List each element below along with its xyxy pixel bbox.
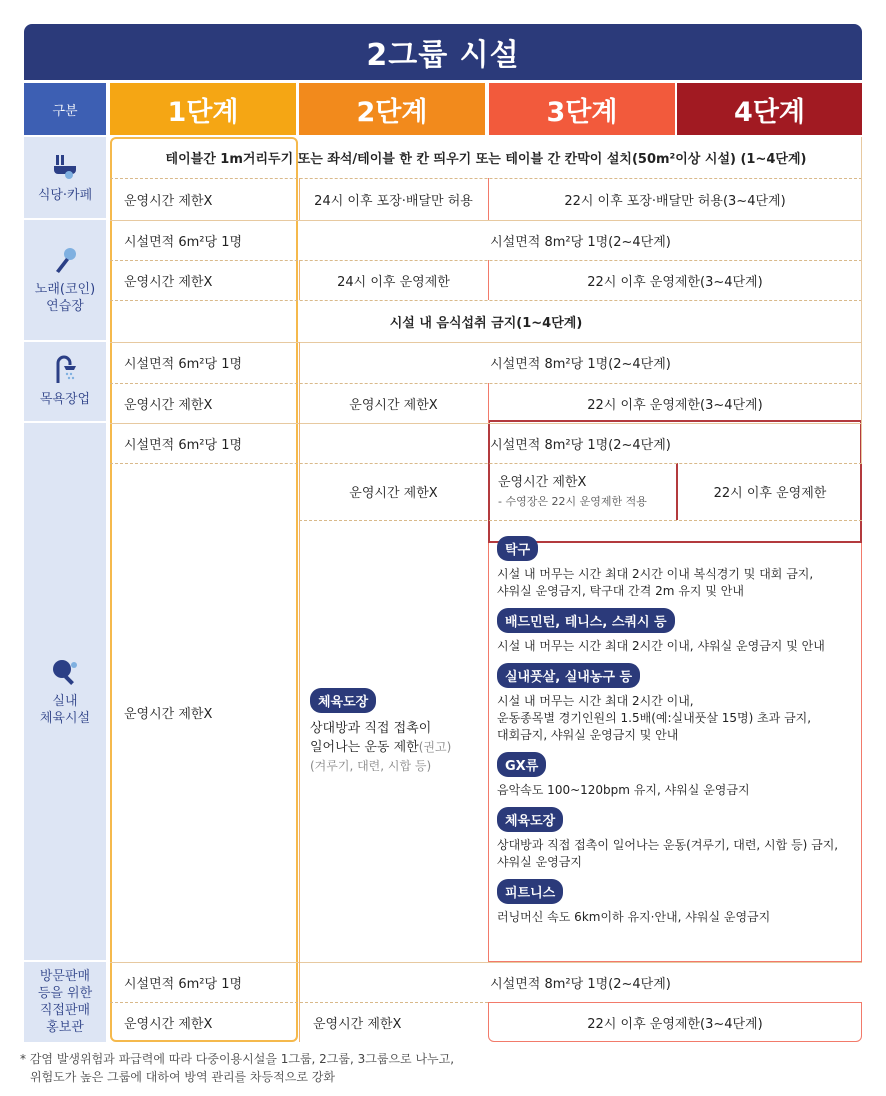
sports-item-tag: 실내풋살, 실내농구 등: [497, 663, 640, 688]
karaoke-food-ban: 시설 내 음식섭취 금지(1~4단계): [389, 315, 583, 331]
sports-item-tag: 탁구: [497, 536, 538, 561]
sports-hours-s3-text: 운영시간 제한X: [498, 475, 587, 490]
sales-hours-s34: 22시 이후 운영제한(3~4단계): [587, 1016, 763, 1032]
footnote-line1: * 감염 발생위험과 파급력에 따라 다중이용시설을 1그룹, 2그룹, 3그룹으로 나누고,: [20, 1052, 455, 1066]
category-karaoke-label: 노래(코인) 연습장: [34, 282, 96, 314]
karaoke-hours-s34: 22시 이후 운영제한(3~4단계): [587, 274, 763, 290]
sports-hours-s4: 22시 이후 운영제한: [713, 486, 827, 501]
sports-item: [497, 807, 859, 871]
sports-item: [497, 608, 859, 655]
ping-pong-icon: [50, 657, 80, 687]
sports-s2-desc-suffix: (권고): [418, 740, 452, 754]
sports-item-tag: 배드민턴, 테니스, 스쿼시 등: [497, 608, 675, 633]
bathhouse-area-s1: 시설면적 6m²당 1명: [124, 357, 243, 372]
sports-hours-s3: [498, 471, 673, 516]
sales-hours-s1: 운영시간 제한X: [124, 1016, 213, 1032]
sports-item: [497, 536, 859, 600]
sports-item-tag: GX류: [497, 752, 546, 777]
sales-area-s1: 시설면적 6m²당 1명: [124, 976, 243, 992]
page-title: 2그룹 시설: [24, 24, 862, 80]
sports-item: [497, 752, 859, 799]
sports-area-s1: 시설면적 6m²당 1명: [124, 437, 243, 453]
category-bathhouse-label: 목욕장업: [39, 392, 91, 407]
sports-area-s24: 시설면적 8m²당 1명(2~4단계): [490, 437, 671, 453]
sports-item-desc: 시설 내 머무는 시간 최대 2시간 이내, 운동종목별 경기인원의 1.5배(예:실내풋살 15명) 초과 금지, 대회금지, 샤워실 운영금지 및 안내: [497, 694, 812, 742]
karaoke-hours-s1: 운영시간 제한X: [124, 274, 213, 290]
microphone-icon: [50, 245, 80, 275]
separator: [861, 137, 862, 463]
sports-s2-tag: 체육도장: [310, 688, 376, 713]
sports-s34-items: [497, 536, 859, 926]
shower-icon: [50, 355, 80, 385]
karaoke-area-s24: 시설면적 8m²당 1명(2~4단계): [490, 234, 671, 250]
sports-s2-desc: [310, 719, 486, 757]
sports-hours-s2: 운영시간 제한X: [349, 486, 438, 501]
sports-item-tag: 체육도장: [497, 807, 563, 832]
header-category: 구분: [24, 83, 106, 135]
sports-item-desc: 음악속도 100~120bpm 유지, 샤워실 운영금지: [497, 783, 750, 797]
category-indoor-sports-label: 실내 체육시설: [39, 693, 91, 726]
sports-hours-s1: 운영시간 제한X: [124, 707, 213, 722]
sports-s2-desc-main: 상대방과 직접 접촉이 일어나는 운동 제한: [310, 721, 432, 755]
category-restaurant-label: 식당·카페: [37, 188, 93, 203]
karaoke-hours-s2: 24시 이후 운영제한: [337, 274, 450, 290]
karaoke-area-s1: 시설면적 6m²당 1명: [124, 234, 243, 250]
category-karaoke: [24, 220, 106, 342]
category-sales: [24, 962, 106, 1042]
sports-item-tag: 피트니스: [497, 879, 563, 904]
restaurant-icon: [50, 151, 80, 181]
separator: [299, 520, 862, 521]
sports-s2-desc-sub: (겨루기, 대련, 시합 등): [310, 759, 432, 773]
sports-item: [497, 879, 859, 926]
sales-area-s24: 시설면적 8m²당 1명(2~4단계): [490, 976, 671, 992]
category-indoor-sports: [24, 423, 106, 962]
bathhouse-hours-s1: 운영시간 제한X: [124, 397, 213, 413]
bathhouse-hours-s2: 운영시간 제한X: [349, 397, 438, 413]
category-sales-label: 방문판매 등을 위한 직접판매 홍보관: [37, 969, 93, 1035]
header-stage-3: 3단계: [489, 83, 675, 135]
category-bathhouse: [24, 342, 106, 423]
sales-hours-s2: 운영시간 제한X: [313, 1016, 402, 1032]
sports-hours-s3-note: - 수영장은 22시 운영제한 적용: [498, 495, 647, 508]
restaurant-hours-s1: 운영시간 제한X: [124, 193, 213, 209]
sports-item-desc: 시설 내 머무는 시간 최대 2시간 이내 복식경기 및 대회 금지, 샤워실 운영금지, 탁구대 간격 2m 유지 및 안내: [497, 567, 814, 598]
restaurant-hours-s2: 24시 이후 포장·배달만 허용: [314, 193, 473, 209]
sports-item-desc: 시설 내 머무는 시간 최대 2시간 이내, 샤워실 운영금지 및 안내: [497, 639, 825, 653]
sports-item: [497, 663, 859, 744]
header-stage-1: 1단계: [110, 83, 296, 135]
bathhouse-hours-s34: 22시 이후 운영제한(3~4단계): [587, 397, 763, 413]
restaurant-distance-rule: 테이블간 1m거리두기 또는 좌석/테이블 한 칸 띄우기 또는 테이블 간 칸막이 설치(50m²이상 시설) (1~4단계): [165, 152, 807, 167]
header-stage-2: 2단계: [299, 83, 485, 135]
bathhouse-area-s24: 시설면적 8m²당 1명(2~4단계): [490, 357, 671, 372]
sports-s2-detail: [310, 688, 486, 775]
restaurant-hours-s34: 22시 이후 포장·배달만 허용(3~4단계): [564, 193, 786, 209]
footnote: [20, 1050, 860, 1086]
sports-item-desc: 상대방과 직접 접촉이 일어나는 운동(겨루기, 대련, 시합 등) 금지, 샤워실 운영금지: [497, 838, 839, 869]
category-restaurant: [24, 137, 106, 220]
footnote-line2: 위험도가 높은 그룹에 대하여 방역 관리를 차등적으로 강화: [30, 1070, 335, 1084]
header-stage-4: 4단계: [677, 83, 862, 135]
sports-item-desc: 러닝머신 속도 6km이하 유지·안내, 샤워실 운영금지: [497, 910, 771, 924]
